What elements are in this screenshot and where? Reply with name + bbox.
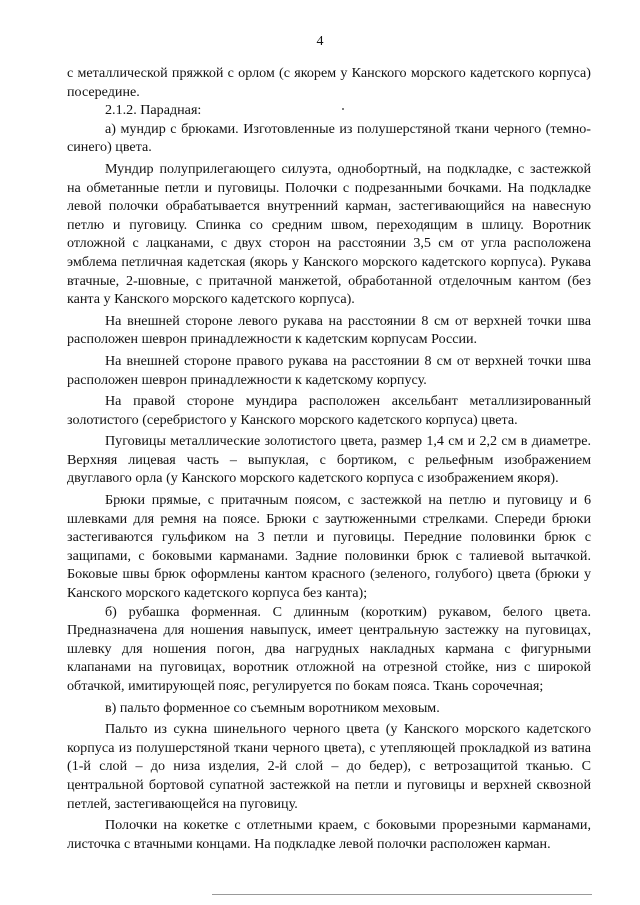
paragraph-jacket: Мундир полуприлегающего силуэта, однобортный, на подкладке, с застежкой на обметанные петли и пуговицы. Полочки с подрезанными бочками. На подкладке левой полочки обрабатывается внутренний карман, застегивающийся на навесную петлю и пуговицу. Спинка со средним швом, переходящим в шлицу. Воротник отложной с лацканами, с двух сторон на расстоянии 3,5 см от угла расположена эмблема петличная кадетская (якорь у Канского морского кадетского корпуса). Рукава втачные, 2-шовные, с притачной манжетой, обработанной отделочным кантом (без канта у Канского морского кадетского корпуса).	[67, 160, 591, 308]
paragraph-trousers: Брюки прямые, с притачным поясом, с застежкой на петлю и пуговицу и 6 шлевками для ремня на поясе. Брюки с заутюженными стрелками. Спереди брюки застегиваются гульфиком на 3 петли и пуговицы. Передние половинки брюк с защипами, с боковыми карманами. Задние половинки брюк с талиевой вытачкой. Боковые швы брюк оформлены кантом красного (зеленого, голубого) цвета (брюки у Канского морского кадетского корпуса без канта);	[67, 492, 591, 602]
paragraph-item-a: а) мундир с брюками. Изготовленные из полушерстяной ткани черного (темно-синего) цвета.	[67, 120, 591, 156]
section-heading-parade: 2.1.2. Парадная:	[105, 102, 202, 119]
paragraph-coat-description: Пальто из сукна шинельного черного цвета (у Канского морского кадетского корпуса из полушерстяной ткани черного цвета), с утепляющей прокладкой из ватина (1-й слой – до низа изделия, 2-й слой – до бедер), с ветрозащитой тканью. С центральной бортовой супатной застежкой на петли и пуговицы и верхней сквозной петлей, застегивающейся на пуговицу.	[67, 721, 591, 812]
scan-edge-line	[212, 894, 592, 895]
paragraph-item-c-coat: в) пальто форменное со съемным воротником меховым.	[105, 699, 440, 716]
paragraph-left-sleeve: На внешней стороне левого рукава на расстоянии 8 см от верхней точки шва расположен шеврон принадлежности к кадетским корпусам России.	[67, 312, 591, 348]
paragraph-continuation: с металлической пряжкой с орлом (с якорем у Канского морского кадетского корпуса) посередине.	[67, 65, 591, 100]
paragraph-aiguillette: На правой стороне мундира расположен аксельбант металлизированный золотистого (серебристого у Канского морского кадетского корпуса) цвета.	[67, 393, 591, 428]
document-body	[67, 64, 591, 853]
paragraph-coat-fronts: Полочки на кокетке с отлетными краем, с боковыми прорезными карманами, листочка с втачными концами. На подкладке левой полочки расположен карман.	[67, 817, 591, 852]
paragraph-item-b-shirt: б) рубашка форменная. С длинным (коротким) рукавом, белого цвета. Предназначена для ношения навыпуск, имеет центральную застежку на пуговицах, шлевку для ношения погон, два нагрудных накладных кармана с фигурными клапанами на пуговицах, воротник отложной на отрезной стойке, низ с широкой обтачкой, имитирующей пояс, регулируется по бокам пояса. Ткань сорочечная;	[67, 603, 591, 694]
page-number: 4	[316, 34, 324, 49]
paragraph-buttons: Пуговицы металлические золотистого цвета, размер 1,4 см и 2,2 см в диаметре. Верхняя лицевая часть – выпуклая, с бортиком, с рельефным изображением двуглавого орла (у Канского морского кадетского корпуса с изображением якоря).	[67, 433, 591, 487]
paragraph-right-sleeve: На внешней стороне правого рукава на расстоянии 8 см от верхней точки шва расположен шеврон принадлежности к кадетскому корпусу.	[67, 352, 591, 388]
